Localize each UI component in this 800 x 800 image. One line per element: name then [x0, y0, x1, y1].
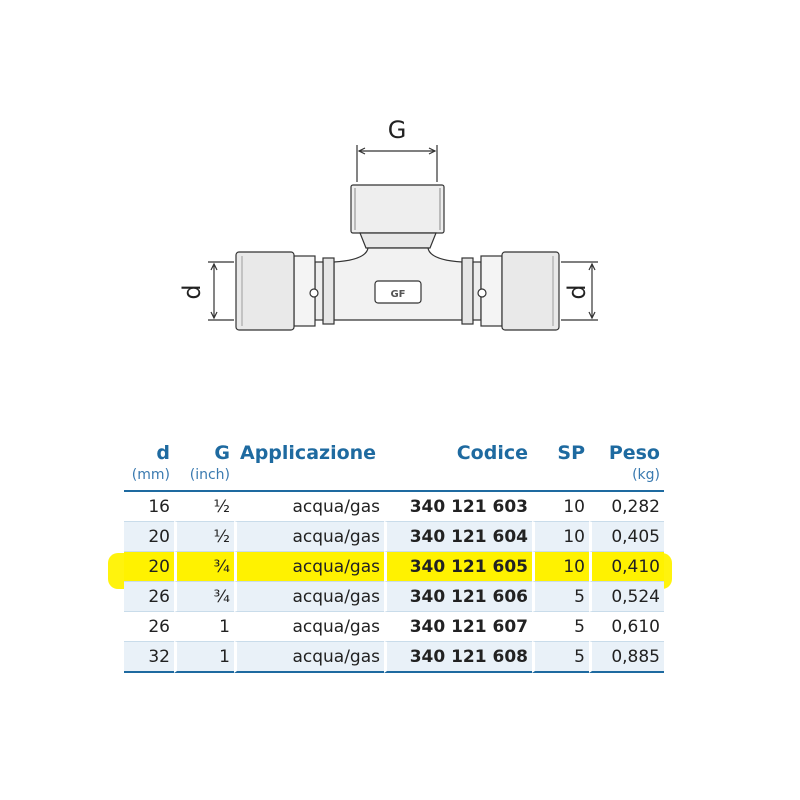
cell-sp: 5 — [532, 612, 589, 642]
header-codice: Codice — [456, 442, 528, 464]
cell-sp: 10 — [532, 492, 589, 522]
cell-g: 1 — [174, 612, 234, 642]
unit-peso: (kg) — [589, 464, 664, 492]
dimension-d-left-label: d — [178, 284, 206, 300]
table-row — [124, 612, 664, 642]
cell-app: acqua/gas — [234, 642, 384, 673]
header-applicazione: Applicazione — [240, 442, 377, 464]
table-row — [124, 582, 664, 612]
header-sp: SP — [557, 442, 585, 464]
dimension-g-label: G — [387, 116, 407, 144]
cell-app: acqua/gas — [234, 612, 384, 642]
cell-codice: 340 121 603 — [384, 492, 532, 522]
cell-d: 26 — [124, 612, 174, 642]
cell-d: 20 — [124, 552, 174, 582]
cell-peso: 0,410 — [589, 552, 664, 582]
cell-codice: 340 121 607 — [384, 612, 532, 642]
cell-app: acqua/gas — [234, 552, 384, 582]
header-peso: Peso — [608, 442, 660, 464]
cell-codice: 340 121 605 — [384, 552, 532, 582]
table-row — [124, 522, 664, 552]
cell-app: acqua/gas — [234, 522, 384, 552]
product-table-wrapper — [124, 436, 664, 673]
cell-g: ¾ — [174, 552, 234, 582]
unit-g: (inch) — [174, 464, 234, 492]
unit-d: (mm) — [124, 464, 174, 492]
cell-codice: 340 121 604 — [384, 522, 532, 552]
cell-sp: 10 — [532, 552, 589, 582]
table-row — [124, 642, 664, 673]
cell-peso: 0,610 — [589, 612, 664, 642]
header-d: d — [156, 442, 170, 464]
product-table — [124, 436, 664, 673]
cell-app: acqua/gas — [234, 582, 384, 612]
cell-peso: 0,282 — [589, 492, 664, 522]
cell-d: 20 — [124, 522, 174, 552]
cell-d: 32 — [124, 642, 174, 673]
cell-peso: 0,524 — [589, 582, 664, 612]
cell-sp: 5 — [532, 582, 589, 612]
table-row-highlighted — [124, 552, 664, 582]
dimension-d-right-label: d — [563, 284, 591, 300]
header-g: G — [214, 442, 230, 464]
cell-g: ½ — [174, 522, 234, 552]
cell-codice: 340 121 608 — [384, 642, 532, 673]
gf-logo: GF — [390, 289, 406, 300]
cell-app: acqua/gas — [234, 492, 384, 522]
cell-g: 1 — [174, 642, 234, 673]
cell-peso: 0,885 — [589, 642, 664, 673]
table-row — [124, 492, 664, 522]
cell-g: ¾ — [174, 582, 234, 612]
cell-peso: 0,405 — [589, 522, 664, 552]
cell-d: 26 — [124, 582, 174, 612]
cell-sp: 5 — [532, 642, 589, 673]
cell-sp: 10 — [532, 522, 589, 552]
cell-d: 16 — [124, 492, 174, 522]
cell-g: ½ — [174, 492, 234, 522]
cell-codice: 340 121 606 — [384, 582, 532, 612]
